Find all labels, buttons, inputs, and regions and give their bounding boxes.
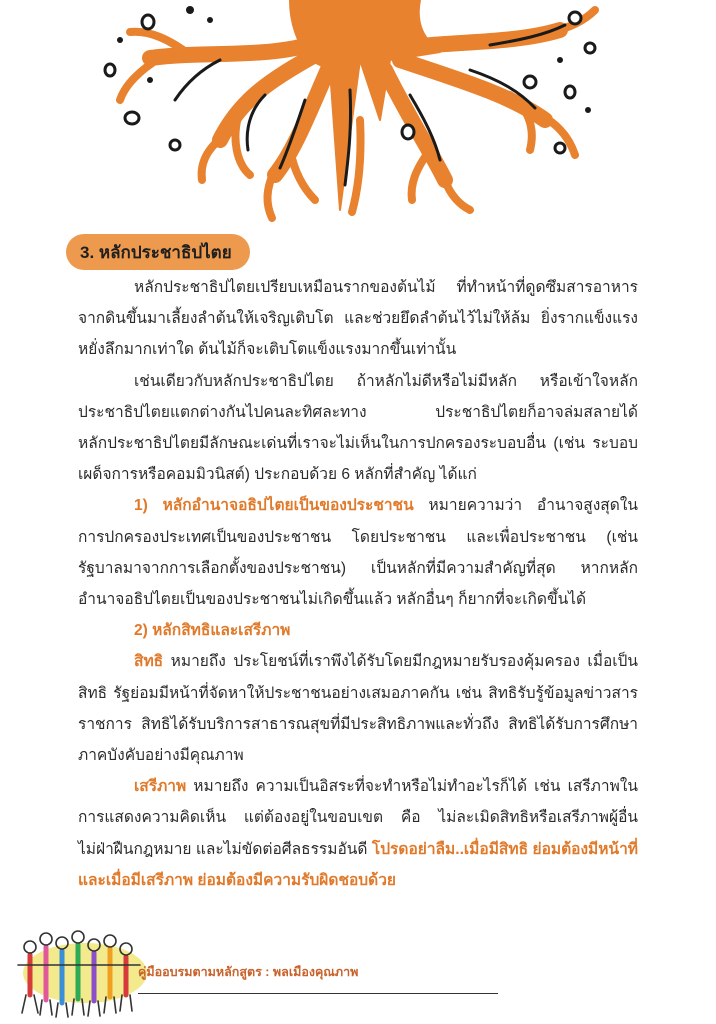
text-line: การแสดงความคิดเห็น แต่ต้องอยู่ในขอบเขต คือ ไม่ละเมิดสิทธิหรือเสรีภาพผู้อื่น <box>78 809 638 827</box>
text-line: รัฐบาลมาจากการเลือกตั้งของประชาชน) เป็นหลักที่มีความสำคัญที่สุด หากหลัก <box>78 559 638 577</box>
text-fragment: ไม่ฝ่าฝืนกฎหมาย และไม่ขัดต่อศีลธรรมอันดี <box>78 840 372 858</box>
paragraph-democracy-principles <box>78 366 638 491</box>
principle-1-title: 1) หลักอำนาจอธิปไตยเป็นของประชาชน <box>134 497 414 515</box>
tree-roots-illustration <box>90 0 610 225</box>
text-fragment: หมายถึง ความเป็นอิสระที่จะทำหรือไม่ทำอะไรก็ได้ เช่น เสรีภาพใน <box>186 778 638 796</box>
text-fragment: หมายความว่า อำนาจสูงสุดใน <box>413 497 638 515</box>
freedom-term: เสรีภาพ <box>134 778 187 796</box>
paragraph-freedom <box>78 771 638 896</box>
text-line: สิทธิ รัฐย่อมมีหน้าที่จัดหาให้ประชาชนอย่างเสมอภาคกัน เช่น สิทธิรับรู้ข้อมูลข่าวสาร <box>78 684 638 702</box>
text-line: จากดินขึ้นมาเลี้ยงลำต้นให้เจริญเติบโต และช่วยยึดลำต้นไว้ไม่ให้ล้ม ยิ่งรากแข็งแรง <box>78 310 638 328</box>
text-line: เช่นเดียวกับหลักประชาธิปไตย ถ้าหลักไม่ดีหรือไม่มีหลัก หรือเข้าใจหลัก <box>134 372 638 390</box>
text-line: ราชการ สิทธิได้รับบริการสาธารณสุขที่มีประสิทธิภาพและทั่วถึง สิทธิได้รับการศึกษา <box>78 715 638 733</box>
principle-2-title: 2) หลักสิทธิและเสรีภาพ <box>134 622 291 640</box>
paragraph-rights <box>78 646 638 771</box>
paragraph-roots-analogy <box>78 272 638 366</box>
text-line: ภาคบังคับอย่างมีคุณภาพ <box>78 747 244 765</box>
text-fragment: หมายถึง ประโยชน์ที่เราพึงได้รับโดยมีกฎหมายรับรองคุ้มครอง เมื่อเป็น <box>163 653 638 671</box>
text-line <box>78 771 638 802</box>
text-line <box>78 834 638 865</box>
rights-term: สิทธิ <box>134 653 164 671</box>
text-line: เผด็จการหรือคอมมิวนิสต์) ประกอบด้วย 6 หลักที่สำคัญ ได้แก่ <box>78 466 477 484</box>
reminder-text: โปรดอย่าลืม..เมื่อมีสิทธิ ย่อมต้องมีหน้าที่ <box>371 840 638 858</box>
footer-divider <box>138 993 498 994</box>
section-heading-text: 3. หลักประชาธิปไตย <box>80 242 232 262</box>
text-line <box>78 490 638 521</box>
text-line <box>78 615 638 646</box>
text-line <box>78 865 638 896</box>
text-line <box>78 646 638 677</box>
text-line: อำนาจอธิปไตยเป็นของประชาชนไม่เกิดขึ้นแล้ว หลักอื่นๆ ก็ยากที่จะเกิดขึ้นได้ <box>78 591 587 609</box>
paragraph-principle-rights-title <box>78 615 638 646</box>
text-line: หยั่งลึกมากเท่าใด ต้นไม้ก็จะเติบโตแข็งแรงมากขึ้นเท่านั้น <box>78 341 457 359</box>
section-heading <box>66 234 250 270</box>
text-line: การปกครองประเทศเป็นของประชาชน โดยประชาชน และเพื่อประชาชน (เช่น <box>78 528 638 546</box>
paragraph-principle-sovereignty <box>78 490 638 615</box>
text-line: ประชาธิปไตยแตกต่างกันไปคนละทิศละทาง ประชาธิปไตยก็อาจล่มสลายได้ <box>78 403 638 421</box>
reminder-text: และเมื่อมีเสรีภาพ ย่อมต้องมีความรับผิดชอบด้วย <box>78 871 396 889</box>
footer-caption: คู่มืออบรมตามหลักสูตร : พลเมืองคุณภาพ <box>138 965 359 979</box>
text-line: หลักประชาธิปไตยเปรียบเหมือนรากของต้นไม้ ที่ทำหน้าที่ดูดซึมสารอาหาร <box>134 279 638 296</box>
body-text <box>78 272 638 896</box>
text-line: หลักประชาธิปไตยมีลักษณะเด่นที่เราจะไม่เห็นในการปกครองระบอบอื่น (เช่น ระบอบ <box>78 435 638 453</box>
